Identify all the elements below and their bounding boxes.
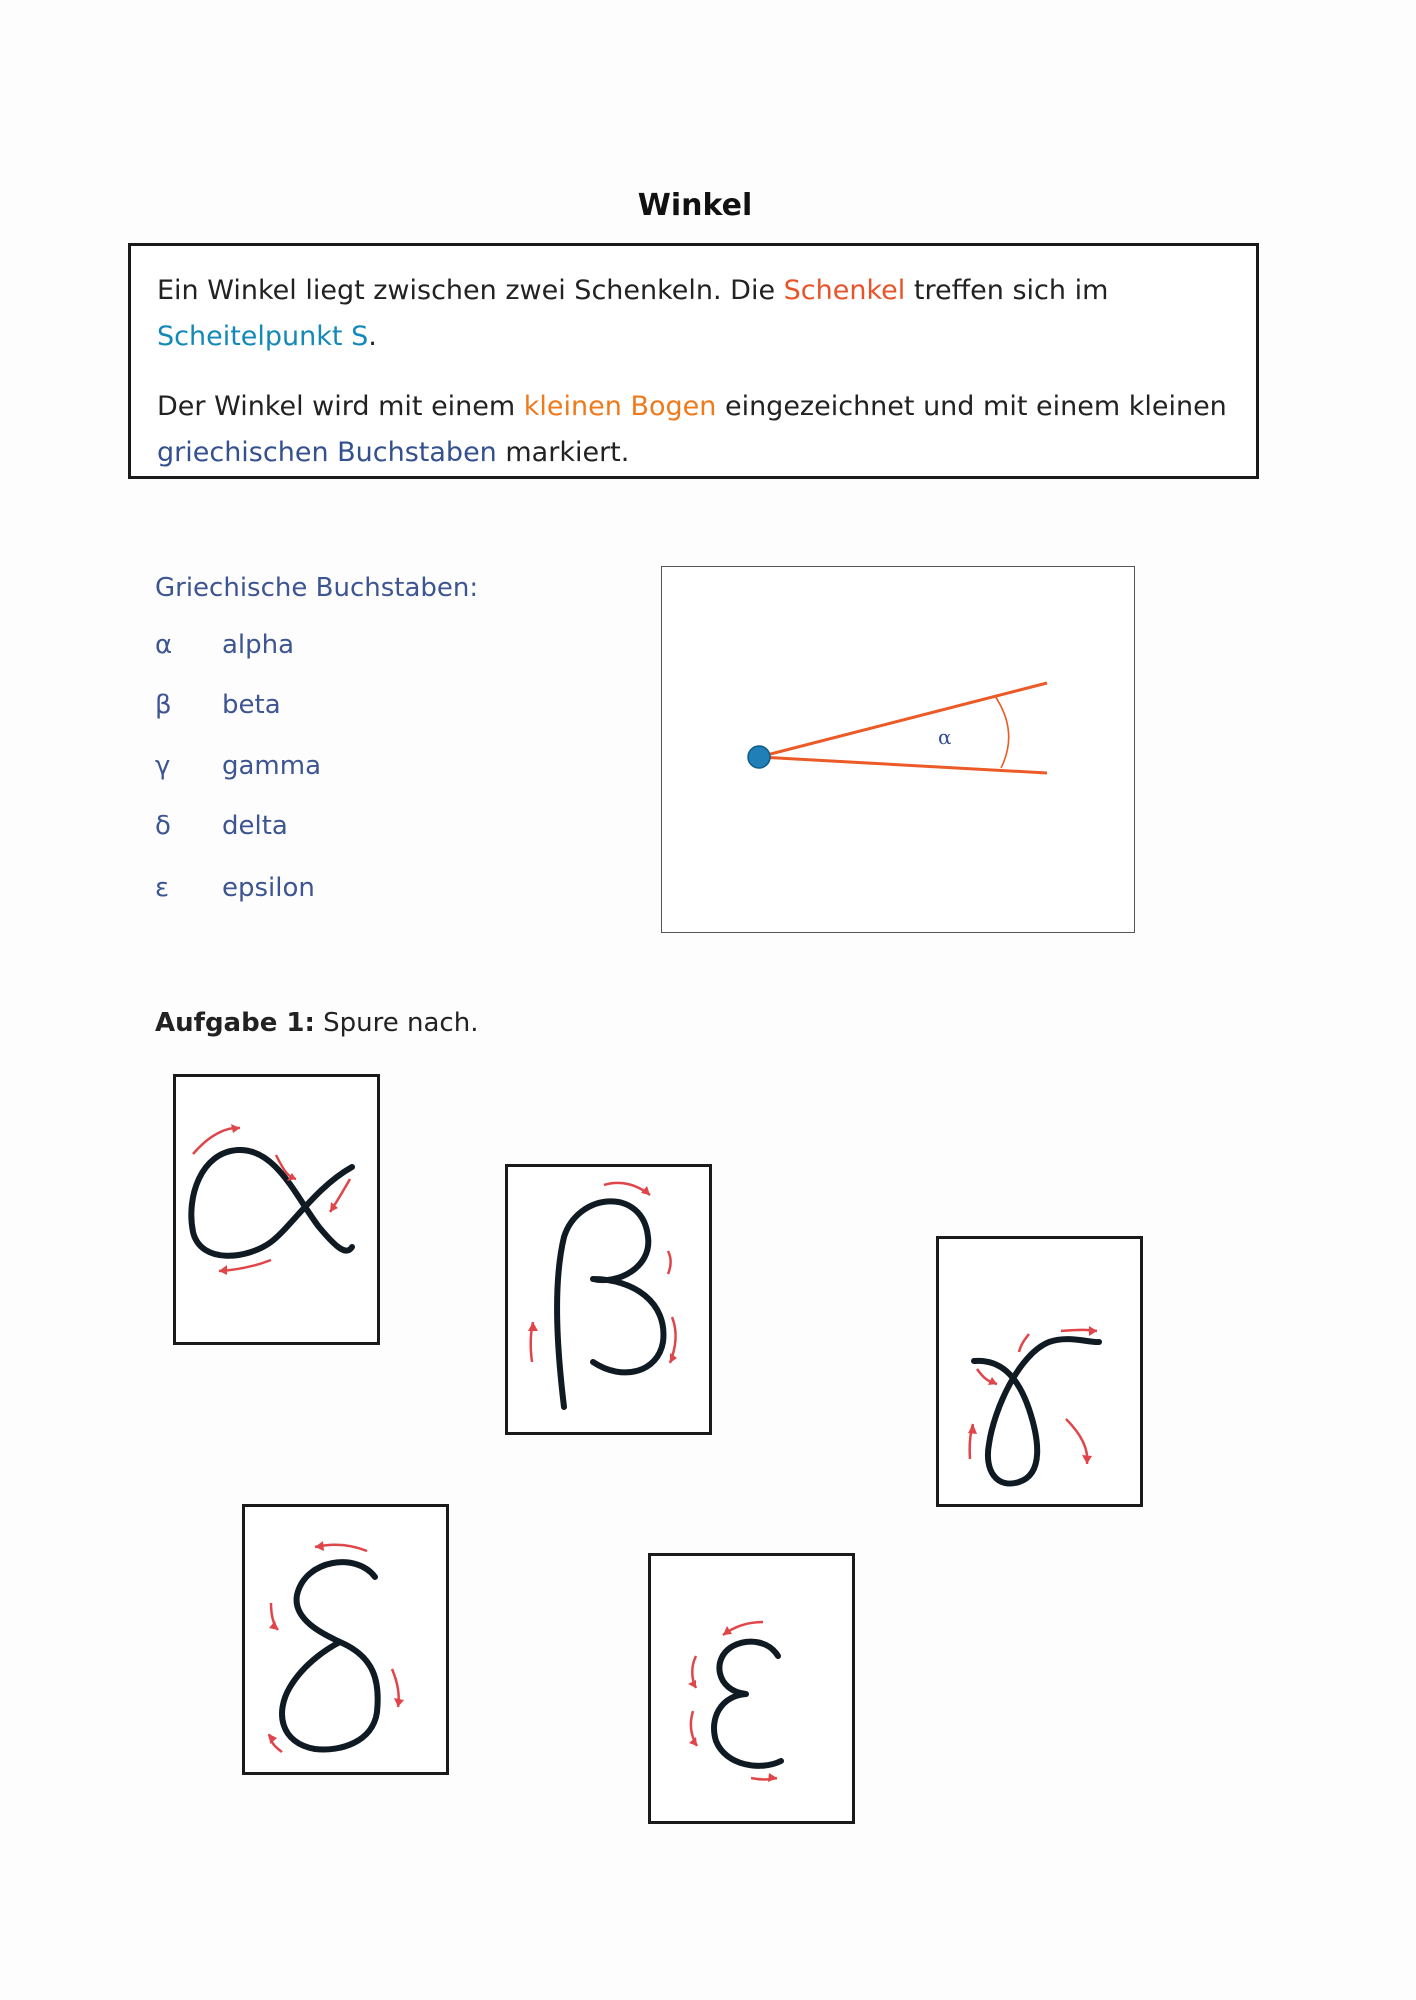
definition-text: eingezeichnet und mit einem kleinen (716, 391, 1227, 422)
greek-symbol: α (155, 630, 173, 660)
gamma-trace-icon (939, 1239, 1146, 1510)
greek-name: beta (222, 690, 281, 720)
alpha-trace-card (173, 1074, 380, 1345)
beta-trace-icon (508, 1167, 715, 1438)
definition-box (128, 243, 1259, 479)
task-1 (155, 1008, 478, 1038)
greek-letter-row (155, 811, 288, 851)
delta-trace-card (242, 1504, 449, 1775)
definition-paragraph-2 (157, 384, 1230, 476)
term-griechische-buchstaben: griechischen Buchstaben (157, 437, 497, 468)
gamma-trace-card (936, 1236, 1143, 1507)
epsilon-trace-icon (651, 1556, 858, 1827)
definition-text: Ein Winkel liegt zwischen zwei Schenkeln. Die (157, 275, 784, 306)
angle-diagram (661, 566, 1135, 933)
task-instruction: Spure nach. (314, 1008, 479, 1038)
definition-text: markiert. (496, 437, 630, 468)
epsilon-trace-card (648, 1553, 855, 1824)
angle-leg-upper (759, 683, 1047, 757)
angle-label: α (938, 725, 952, 749)
vertex-point (748, 746, 770, 768)
alpha-trace-icon (176, 1077, 383, 1348)
greek-letters-heading: Griechische Buchstaben: (155, 573, 479, 603)
definition-text: Der Winkel wird mit einem (157, 391, 524, 422)
term-kleiner-bogen: kleinen Bogen (523, 391, 717, 422)
greek-symbol: ε (155, 873, 170, 903)
angle-diagram-svg (662, 567, 1136, 934)
page-title: Winkel (637, 188, 753, 223)
definition-paragraph-1 (157, 268, 1230, 360)
greek-name: alpha (222, 630, 295, 660)
greek-symbol: γ (155, 751, 171, 781)
term-scheitelpunkt: Scheitelpunkt S (157, 321, 369, 352)
beta-trace-card (505, 1164, 712, 1435)
greek-name: epsilon (222, 873, 315, 903)
delta-trace-icon (245, 1507, 452, 1778)
greek-letter-row (155, 690, 281, 730)
greek-letter-row (155, 630, 294, 670)
definition-text: treffen sich im (905, 275, 1109, 306)
angle-leg-lower (759, 757, 1047, 773)
greek-name: delta (222, 811, 288, 841)
greek-name: gamma (222, 751, 322, 781)
term-schenkel: Schenkel (783, 275, 906, 306)
greek-letter-row (155, 751, 321, 791)
greek-symbol: β (155, 690, 172, 720)
angle-arc (995, 696, 1009, 768)
definition-text: . (368, 321, 377, 352)
task-label: Aufgabe 1: (155, 1008, 315, 1038)
greek-letter-row (155, 873, 315, 913)
greek-symbol: δ (155, 811, 171, 841)
